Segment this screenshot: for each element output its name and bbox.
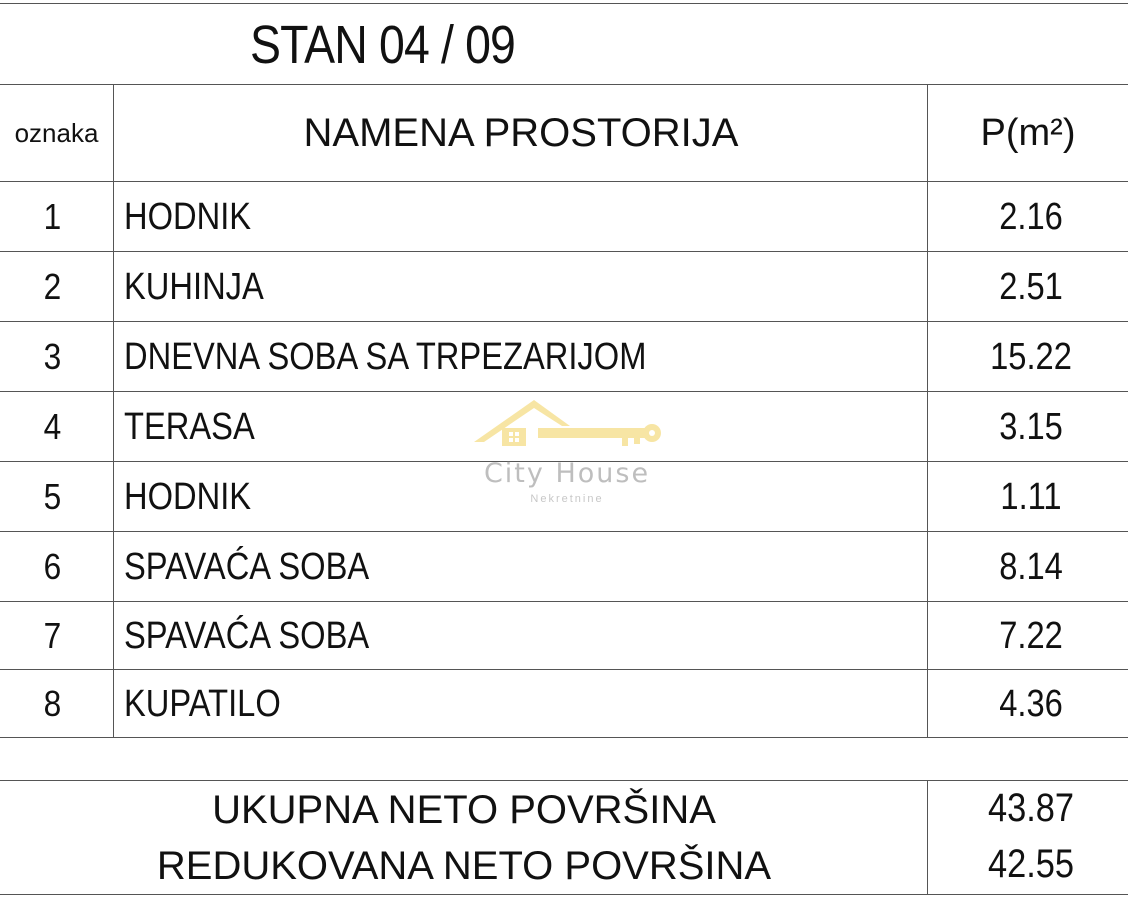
row-area: 7.22 (999, 614, 1063, 657)
table-row (0, 252, 1128, 322)
row-area: 2.16 (999, 195, 1063, 238)
row-room-name: DNEVNA SOBA SA TRPEZARIJOM (124, 335, 647, 378)
net-area-value: 43.87 (987, 785, 1075, 830)
row-number: 6 (43, 546, 62, 587)
row-area: 1.11 (1000, 475, 1062, 518)
row-room-name: SPAVAĆA SOBA (124, 614, 370, 657)
row-room-name: HODNIK (124, 475, 252, 518)
row-number: 3 (43, 336, 62, 377)
row-room-name: SPAVAĆA SOBA (124, 545, 370, 588)
row-number: 7 (43, 615, 62, 656)
header-area: P(m²) (980, 112, 1076, 154)
row-number: 4 (43, 406, 62, 447)
watermark-subtitle: Nekretnine (530, 493, 604, 505)
row-area: 4.36 (999, 682, 1063, 725)
rule-title-top (0, 3, 1128, 4)
table-row (0, 322, 1128, 392)
table-row (0, 182, 1128, 252)
row-number: 8 (43, 683, 62, 724)
row-number: 5 (43, 476, 62, 517)
net-area-label: UKUPNA NETO POVRŠINA (212, 787, 716, 832)
watermark-logo (462, 392, 672, 512)
header-oznaka: oznaka (14, 118, 99, 148)
row-area: 3.15 (999, 405, 1063, 448)
row-area: 15.22 (990, 335, 1072, 378)
table-row (0, 602, 1128, 670)
reduced-area-value: 42.55 (987, 841, 1075, 886)
row-room-name: HODNIK (124, 195, 252, 238)
table-row (0, 532, 1128, 602)
row-area: 8.14 (999, 545, 1063, 588)
reduced-area-label: REDUKOVANA NETO POVRŠINA (156, 843, 772, 888)
table-row (0, 670, 1128, 738)
rule-totals-bottom (0, 894, 1128, 895)
watermark-name: City House (483, 458, 651, 489)
header-namena: NAMENA PROSTORIJA (303, 111, 739, 155)
row-number: 1 (43, 196, 62, 237)
row-room-name: KUHINJA (124, 265, 264, 308)
house-key-icon (462, 392, 672, 458)
row-number: 2 (43, 266, 62, 307)
page-title: STAN 04 / 09 (250, 15, 516, 75)
row-room-name: KUPATILO (124, 682, 281, 725)
row-room-name: TERASA (124, 405, 255, 448)
row-area: 2.51 (999, 265, 1063, 308)
